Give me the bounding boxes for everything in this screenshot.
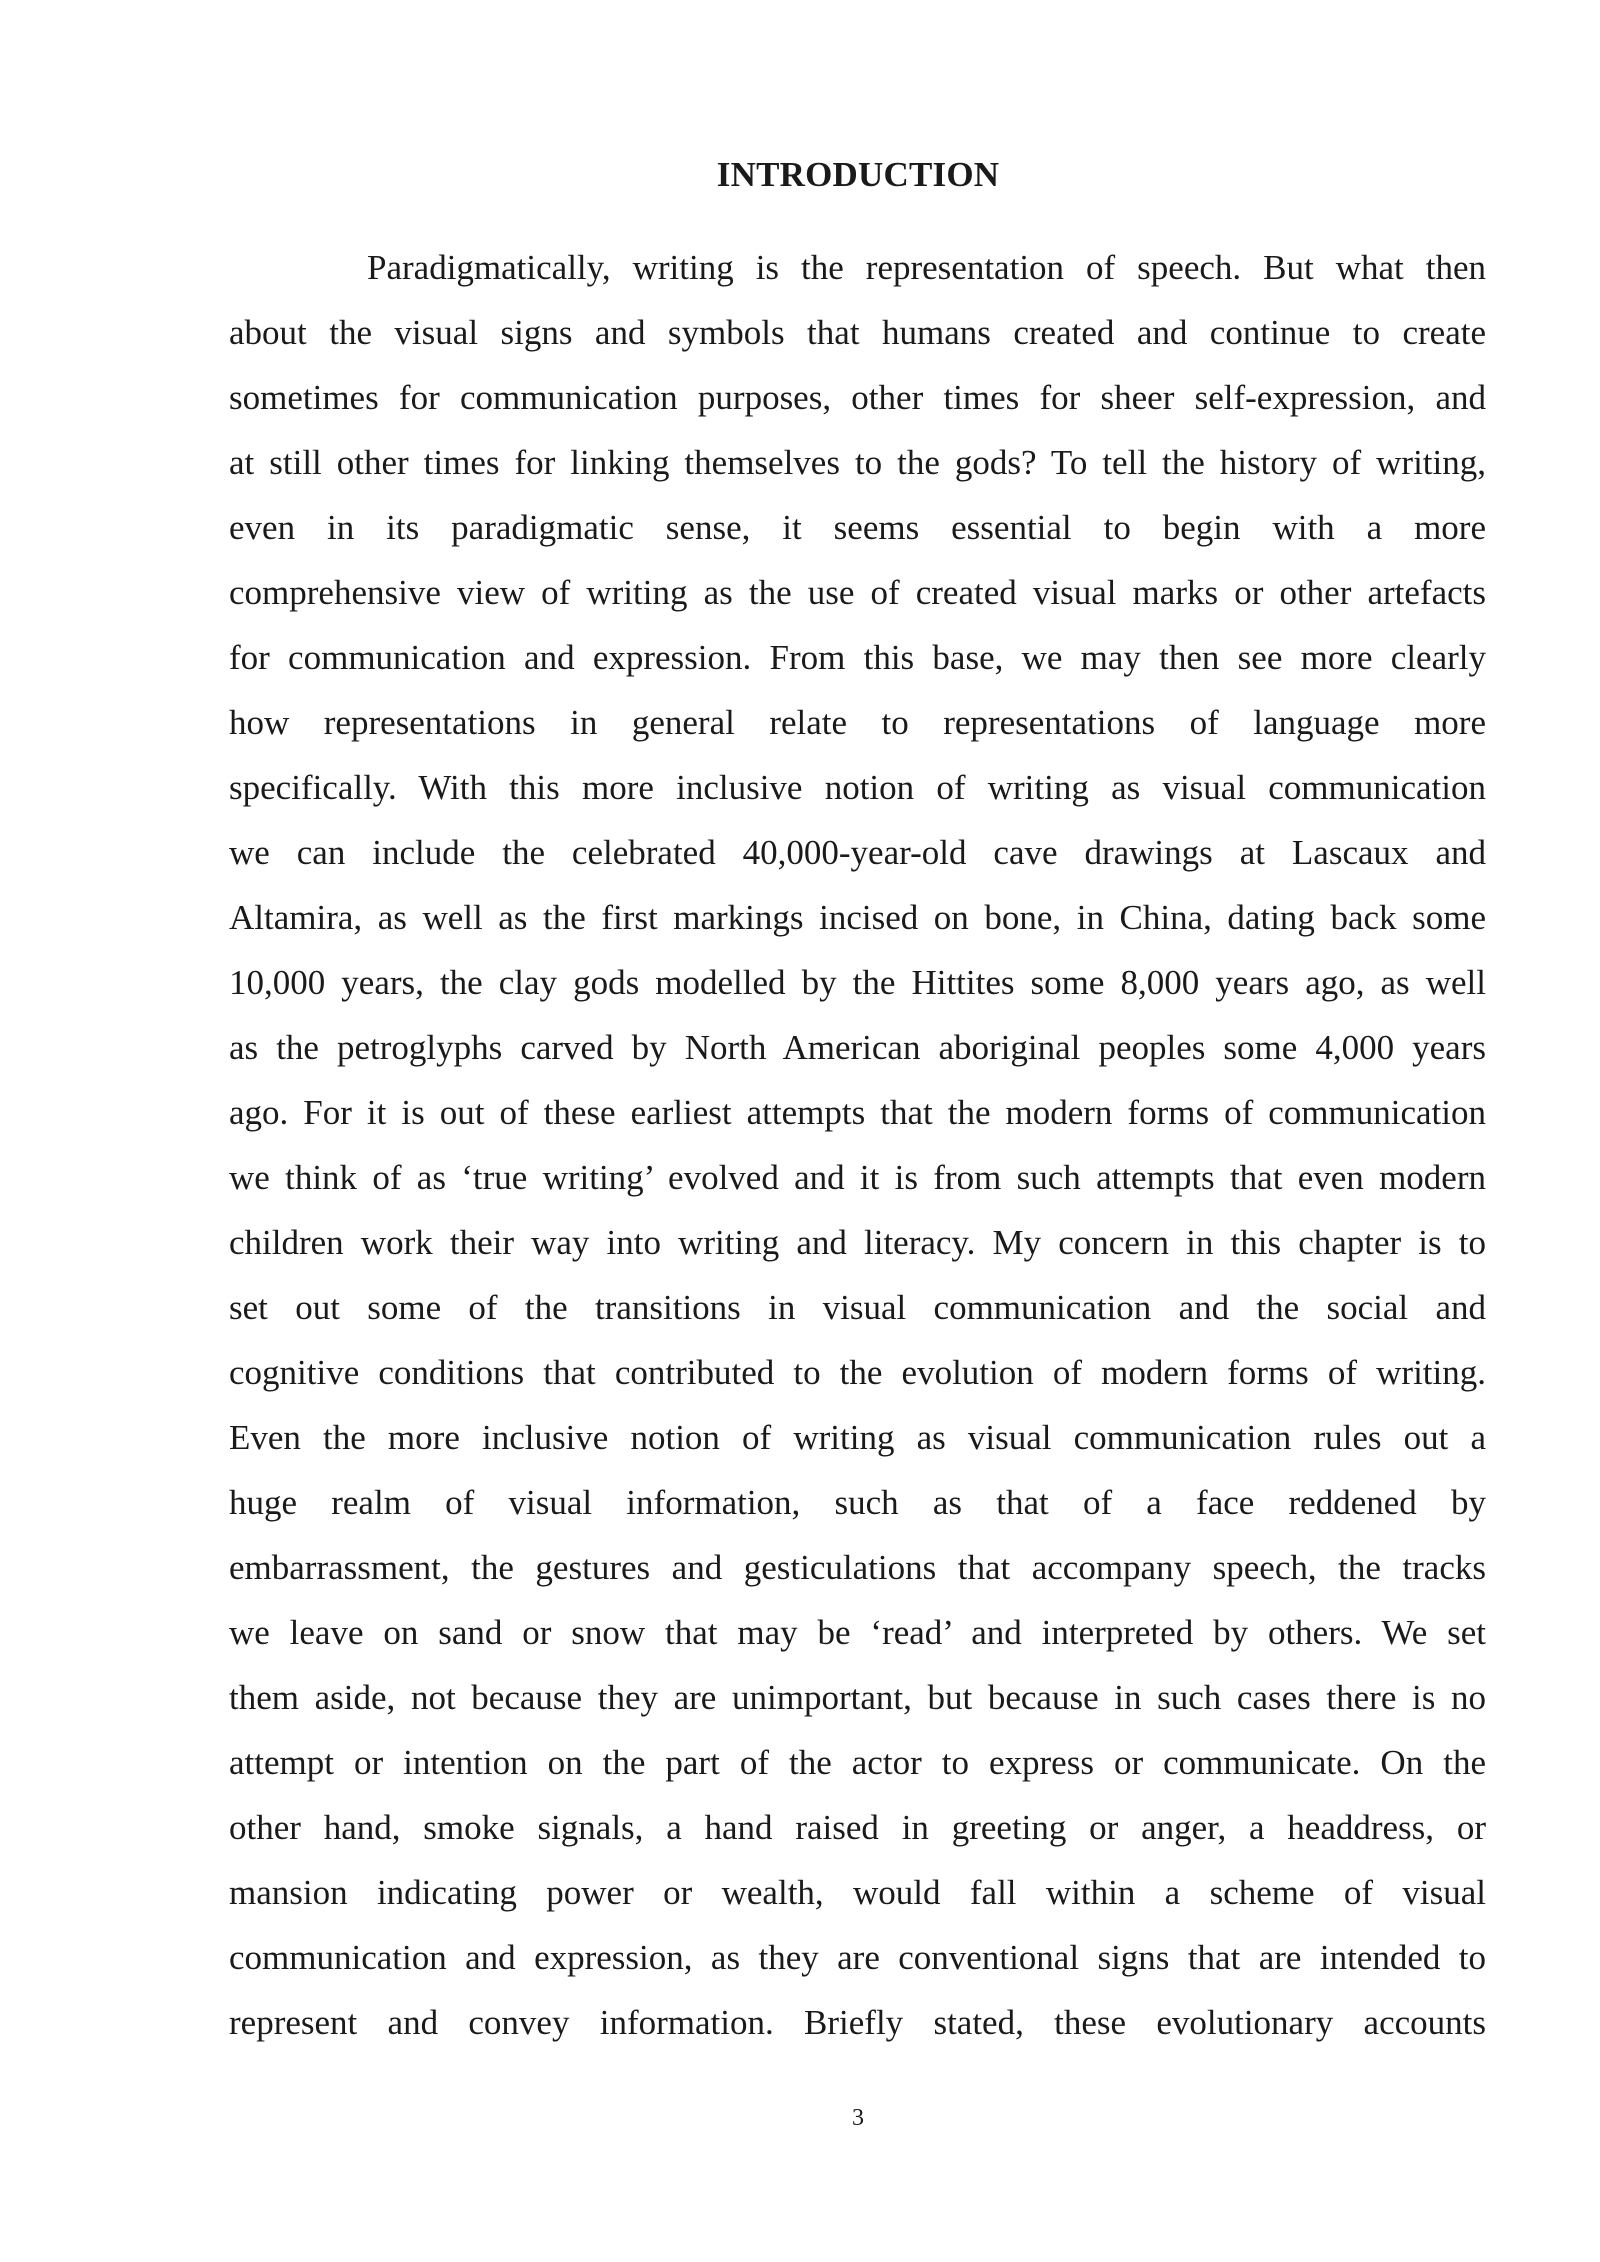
- text-line: comprehensive view of writing as the use of created visual marks or other artefacts: [229, 573, 1486, 612]
- text-line: Even the more inclusive notion of writing as visual communication rules out a: [229, 1418, 1486, 1457]
- text-line: how representations in general relate to representations of language more: [229, 703, 1486, 742]
- text-line: sometimes for communication purposes, other times for sheer self-expression, and: [229, 378, 1486, 417]
- page-number: 3: [852, 2105, 864, 2131]
- text-line: specifically. With this more inclusive notion of writing as visual communication: [229, 768, 1486, 807]
- text-line: represent and convey information. Briefly stated, these evolutionary accounts: [229, 2003, 1486, 2042]
- page-heading: INTRODUCTION: [716, 155, 1000, 194]
- text-line: as the petroglyphs carved by North American aboriginal peoples some 4,000 years: [229, 1028, 1486, 1067]
- text-line: children work their way into writing and literacy. My concern in this chapter is to: [229, 1223, 1486, 1262]
- text-line: communication and expression, as they are conventional signs that are intended to: [229, 1938, 1486, 1977]
- text-line: 10,000 years, the clay gods modelled by the Hittites some 8,000 years ago, as well: [229, 963, 1486, 1002]
- text-line: huge realm of visual information, such as that of a face reddened by: [229, 1483, 1486, 1522]
- text-line: we leave on sand or snow that may be ‘read’ and interpreted by others. We set: [229, 1613, 1486, 1652]
- text-line: even in its paradigmatic sense, it seems essential to begin with a more: [229, 508, 1486, 547]
- text-line: embarrassment, the gestures and gesticulations that accompany speech, the tracks: [229, 1548, 1486, 1587]
- text-line: Paradigmatically, writing is the representation of speech. But what then: [367, 248, 1486, 287]
- text-line: ago. For it is out of these earliest attempts that the modern forms of communication: [229, 1093, 1486, 1132]
- text-line: set out some of the transitions in visual communication and the social and: [229, 1288, 1486, 1327]
- text-line: we think of as ‘true writing’ evolved and it is from such attempts that even modern: [229, 1158, 1486, 1197]
- text-line: at still other times for linking themselves to the gods? To tell the history of writing,: [229, 443, 1486, 482]
- body-paragraph: [229, 240, 1486, 2060]
- text-line: Altamira, as well as the first markings incised on bone, in China, dating back some: [229, 898, 1486, 937]
- text-line: mansion indicating power or wealth, would fall within a scheme of visual: [229, 1873, 1486, 1912]
- text-line: for communication and expression. From this base, we may then see more clearly: [229, 638, 1486, 677]
- text-line: other hand, smoke signals, a hand raised in greeting or anger, a headdress, or: [229, 1808, 1486, 1847]
- text-line: cognitive conditions that contributed to the evolution of modern forms of writing.: [229, 1353, 1486, 1392]
- text-line: we can include the celebrated 40,000-year-old cave drawings at Lascaux and: [229, 833, 1486, 872]
- text-line: about the visual signs and symbols that humans created and continue to create: [229, 313, 1486, 352]
- text-line: attempt or intention on the part of the actor to express or communicate. On the: [229, 1743, 1486, 1782]
- text-line: them aside, not because they are unimportant, but because in such cases there is no: [229, 1678, 1486, 1717]
